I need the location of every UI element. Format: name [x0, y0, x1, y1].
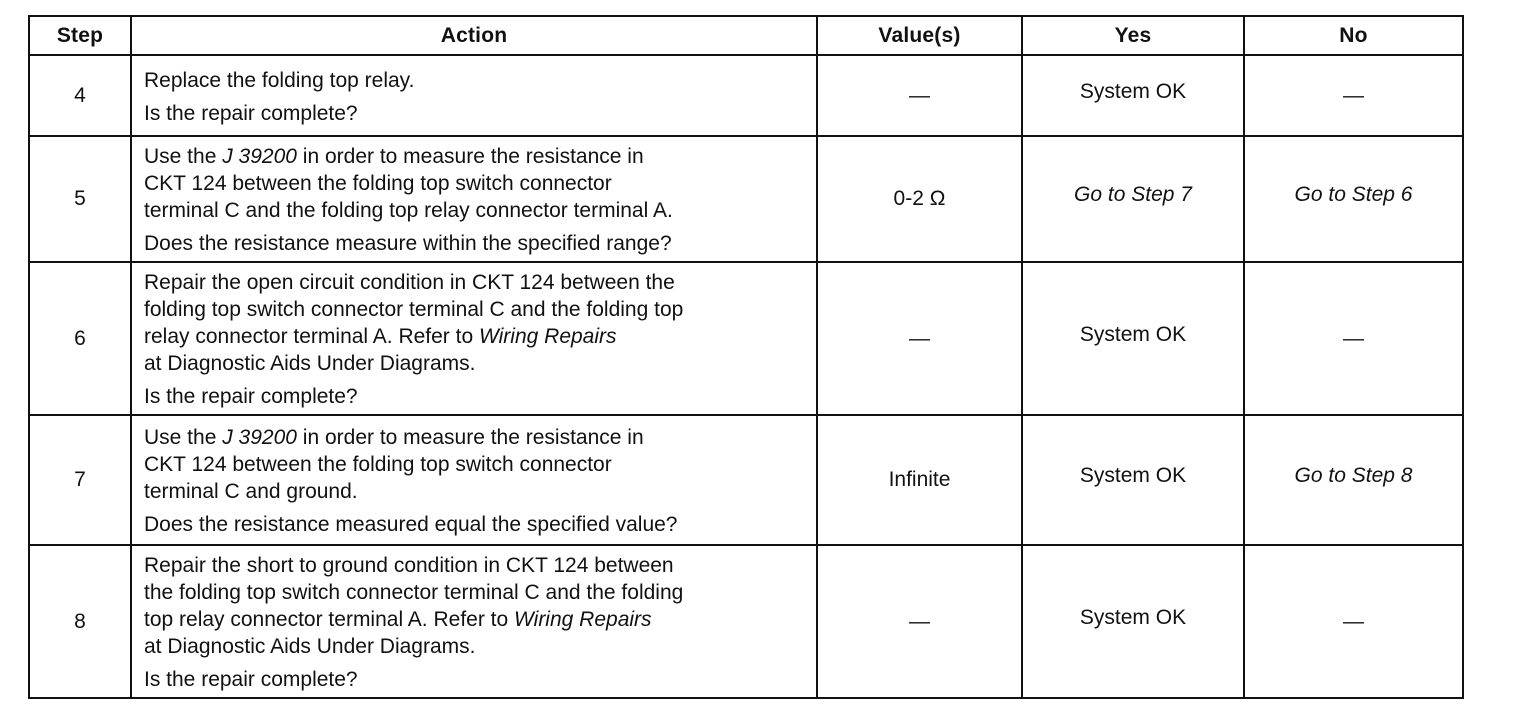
- action-text: relay connector terminal A. Refer to: [144, 325, 479, 348]
- header-values: Value(s): [817, 16, 1022, 55]
- no-cell: —: [1244, 55, 1463, 136]
- table-row: [29, 55, 1463, 136]
- diagnostic-table: [28, 15, 1464, 699]
- step-number: 4: [29, 55, 131, 136]
- action-line: CKT 124 between the folding top switch connector: [144, 453, 612, 476]
- table-row: [29, 262, 1463, 415]
- action-cell: [131, 545, 817, 698]
- header-step: Step: [29, 16, 131, 55]
- action-line: terminal C and the folding top relay connector terminal A.: [144, 199, 673, 222]
- action-line: at Diagnostic Aids Under Diagrams.: [144, 635, 476, 658]
- action-text: in order to measure the resistance in: [296, 426, 644, 449]
- yes-cell: System OK: [1022, 55, 1244, 136]
- yes-cell: Go to Step 7: [1022, 136, 1244, 262]
- action-question: Does the resistance measured equal the specified value?: [144, 513, 678, 536]
- action-cell: [131, 136, 817, 262]
- action-line: terminal C and ground.: [144, 480, 358, 503]
- action-line: Repair the short to ground condition in CKT 124 between: [144, 554, 674, 577]
- header-yes: Yes: [1022, 16, 1244, 55]
- action-text: Use the: [144, 426, 223, 449]
- value-cell: —: [817, 545, 1022, 698]
- header-action: Action: [131, 16, 817, 55]
- yes-cell: System OK: [1022, 262, 1244, 415]
- action-text: in order to measure the resistance in: [296, 145, 644, 168]
- action-text: top relay connector terminal A. Refer to: [144, 608, 515, 631]
- no-cell: Go to Step 8: [1244, 415, 1463, 545]
- step-number: 7: [29, 415, 131, 545]
- tool-reference: J 39200: [222, 145, 297, 168]
- step-number: 8: [29, 545, 131, 698]
- tool-reference: J 39200: [222, 426, 297, 449]
- action-question: Does the resistance measure within the specified range?: [144, 232, 672, 255]
- wiring-repairs-reference: Wiring Repairs: [479, 325, 617, 348]
- action-line: [144, 606, 806, 633]
- action-line: Replace the folding top relay.: [144, 68, 415, 92]
- action-line: [144, 424, 806, 451]
- action-question: Is the repair complete?: [144, 385, 358, 408]
- action-cell: [131, 415, 817, 545]
- value-cell: Infinite: [817, 415, 1022, 545]
- no-cell: —: [1244, 262, 1463, 415]
- action-cell: [131, 262, 817, 415]
- yes-cell: System OK: [1022, 545, 1244, 698]
- action-cell: [131, 55, 817, 136]
- table-row: [29, 136, 1463, 262]
- action-text: Use the: [144, 145, 223, 168]
- action-question: Is the repair complete?: [144, 101, 358, 125]
- action-line: folding top switch connector terminal C and the folding top: [144, 298, 684, 321]
- action-line: [144, 323, 806, 350]
- no-cell: —: [1244, 545, 1463, 698]
- yes-cell: System OK: [1022, 415, 1244, 545]
- value-cell: 0-2 Ω: [817, 136, 1022, 262]
- value-cell: —: [817, 55, 1022, 136]
- step-number: 5: [29, 136, 131, 262]
- value-cell: —: [817, 262, 1022, 415]
- action-line: [144, 143, 806, 170]
- header-row: [29, 16, 1463, 55]
- table-row: [29, 545, 1463, 698]
- action-line: CKT 124 between the folding top switch connector: [144, 172, 612, 195]
- action-question: Is the repair complete?: [144, 668, 358, 691]
- step-number: 6: [29, 262, 131, 415]
- table-row: [29, 415, 1463, 545]
- action-line: Repair the open circuit condition in CKT 124 between the: [144, 271, 675, 294]
- action-line: at Diagnostic Aids Under Diagrams.: [144, 352, 476, 375]
- action-line: the folding top switch connector terminal C and the folding: [144, 581, 684, 604]
- wiring-repairs-reference: Wiring Repairs: [514, 608, 652, 631]
- no-cell: Go to Step 6: [1244, 136, 1463, 262]
- header-no: No: [1244, 16, 1463, 55]
